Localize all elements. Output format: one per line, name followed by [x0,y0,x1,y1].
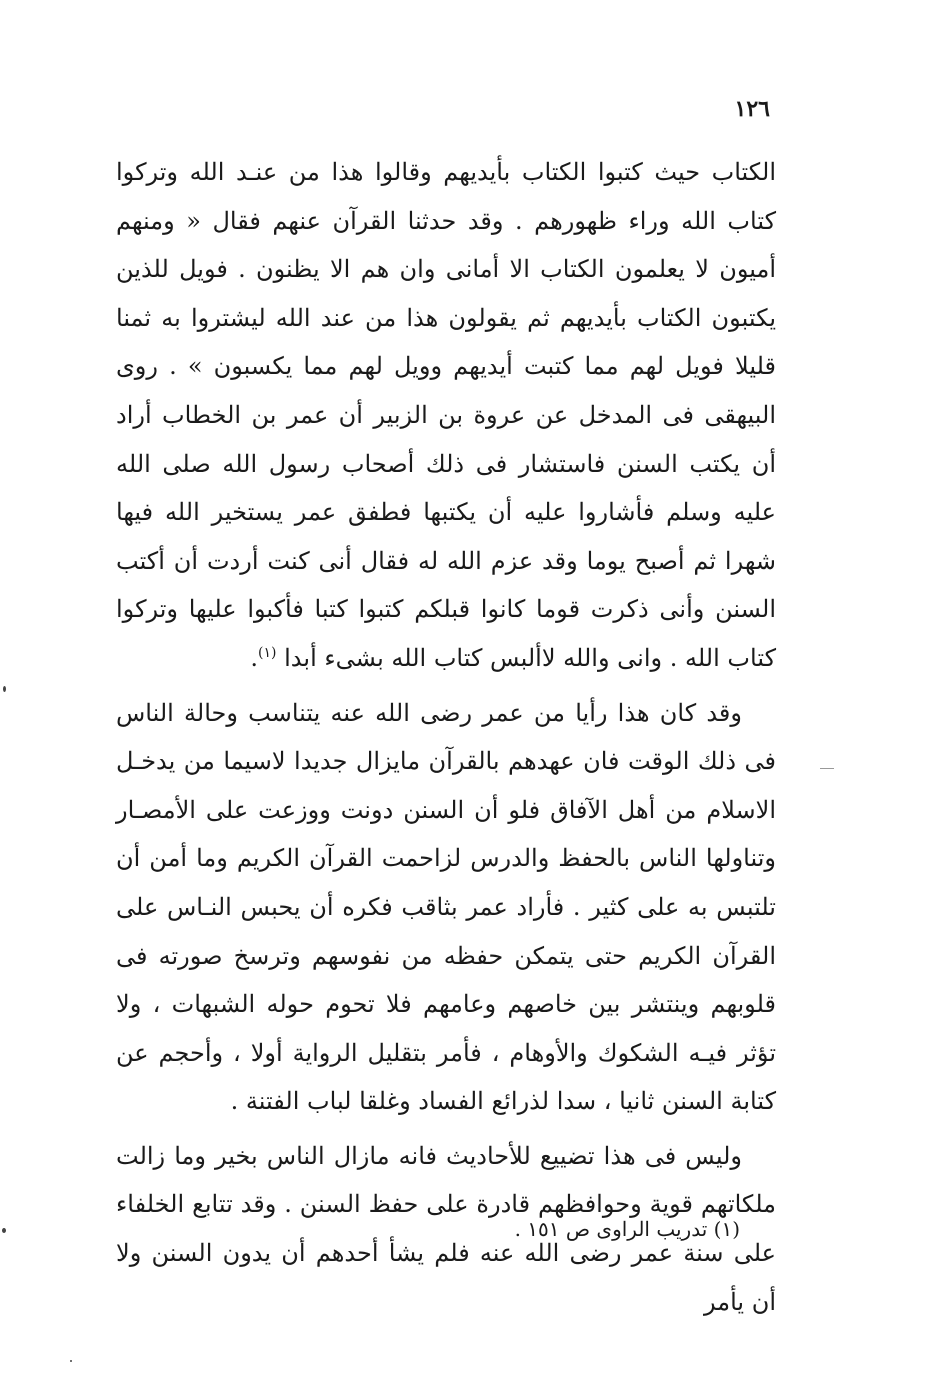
paragraph-1-end: . [250,643,259,672]
paragraph-2-text: وقد كان هذا رأيا من عمر رضى الله عنه يتناسب وحالة الناس فى ذلك الوقت فان عهدهم بالقرآن مايزال جديدا لاسيما من يدخـل الاسلام من أهل الآفاق فلو أن السنن دونت ووزعت على الأمصـار وتناولها الناس بالحفظ والدرس لزاحمت القرآن الكريم وما أمن أن تلتبس به على كثير . فأراد عمر بثاقب فكره أن يحبس النـاس على القرآن الكريم حتى يتمكن حفظه من نفوسهم وترسخ صورته فى قلوبهم وينتشر بين خاصهم وعامهم فلا تحوم حوله الشبهات ، ولا تؤثر فيـه الشكوك والأوهام ، فأمر بتقليل الرواية أولا ، وأحجم عن كتابة السنن ثانيا ، سدا لذرائع الفساد وغلقا لباب الفتنة . [116,698,777,1116]
page-number: ١٢٦ [734,96,770,122]
paragraph-1-text: الكتاب حيث كتبوا الكتاب بأيديهم وقالوا هذا من عنـد الله وتركوا كتاب الله وراء ظهورهم . وقد حدثنا القرآن عنهم فقال « ومنهم أميون لا يعلمون الكتاب الا أمانى وان هم الا يظنون . فويل للذين يكتبون الكتاب بأيديهم ثم يقولون هذا من عند الله ليشتروا به ثمنا قليلا فويل لهم مما كتبت أيديهم وويل لهم مما يكسبون » . روى البيهقى فى المدخل عن عروة بن الزبير أن عمر بن الخطاب أراد أن يكتب السنن فاستشار فى ذلك أصحاب رسول الله صلى الله عليه وسلم فأشاروا عليه أن يكتبها فطفق عمر يستخير الله فيها شهرا ثم أصبح يوما وقد عزم الله له فقال أنى كنت أردت أن أكتب السنن وأنى ذكرت قوما كانوا قبلكم كتبوا كتبا فأكبوا عليها وتركوا كتاب الله . وانى والله لاألبس كتاب الله بشىء أبدا [116,158,776,672]
paragraph-1 [116,148,776,683]
scan-speck [2,1228,6,1233]
body-text [116,148,776,1326]
footnote: (١) تدريب الراوى ص ١٥١ . [514,1217,740,1241]
scan-speck [820,768,834,769]
footnote-reference: (١) [258,644,277,661]
scan-speck [3,686,6,692]
scan-speck [70,1360,72,1362]
paragraph-3-text: وليس فى هذا تضييع للأحاديث فانه مازال الناس بخير وما زالت ملكاتهم قوية وحوافظهم قادرة على حفظ السنن . وقد تتابع الخلفاء على سنة عمر رضى الله عنه فلم يشأ أحدهم أن يدون السنن ولا أن يأمر [116,1141,776,1316]
paragraph-2 [116,689,776,1126]
